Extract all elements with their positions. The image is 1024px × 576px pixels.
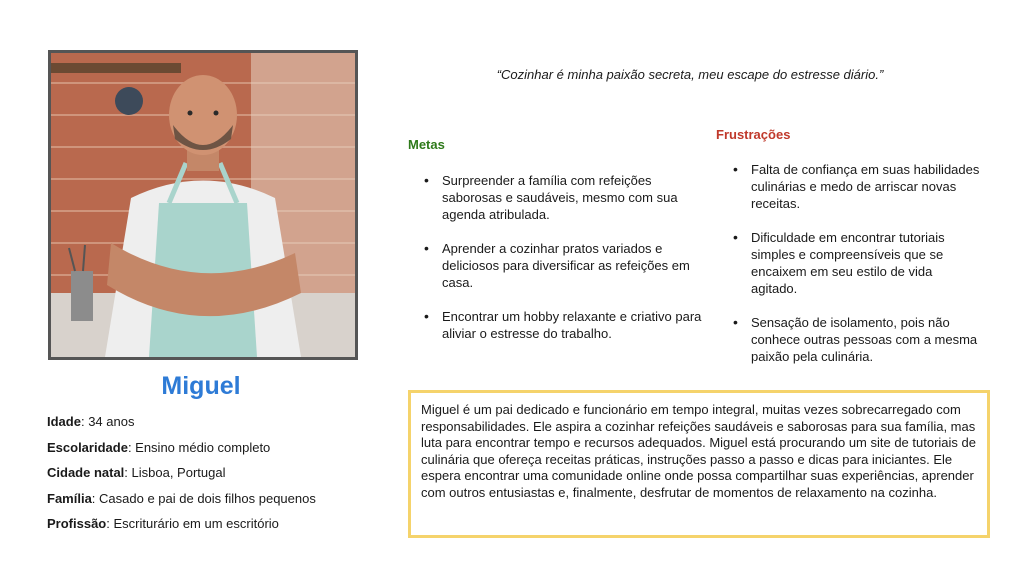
persona-facts [47, 414, 316, 542]
man-in-apron-illustration [51, 53, 355, 357]
fact-label: Escolaridade [47, 439, 128, 455]
fact-age [47, 414, 316, 430]
persona-quote: “Cozinhar é minha paixão secreta, meu escape do estresse diário.” [496, 67, 884, 82]
fact-value: : 34 anos [80, 414, 135, 429]
frustration-item: • Sensação de isolamento, pois não conhece outras pessoas com a mesma paixão pela culinária. [723, 314, 981, 365]
persona-photo [48, 50, 358, 360]
fact-value: : Lisboa, Portugal [124, 465, 226, 481]
frustration-item: • Falta de confiança em suas habilidades culinárias e medo de arriscar novas receitas. [723, 161, 981, 212]
persona-bio: Miguel é um pai dedicado e funcionário em tempo integral, muitas vezes sobrecarregado com responsabilidades. Ele aspira a cozinhar refeições saudáveis e saborosas para sua família, mas luta para encontrar tempo e recursos adequados. Miguel está procurando um site de tutoriais de culinária que ofereça receitas práticas, instruções passo a passo e dicas para iniciantes. Ele espera encontrar uma comunidade online onde possa compartilhar suas experiências, aprender com outros entusiastas e, finalmente, desfrutar de momentos de relaxamento na cozinha. [408, 390, 990, 538]
goals-list [414, 172, 704, 359]
persona-name: Miguel [161, 372, 241, 400]
frustration-item: • Dificuldade em encontrar tutoriais simples e compreensíveis que se encaixem em seu estilo de vida agitado. [723, 229, 981, 297]
fact-label: Profissão [47, 516, 107, 532]
fact-family [47, 491, 316, 507]
frustrations-list [723, 161, 981, 382]
fact-hometown [47, 465, 316, 481]
fact-profession [47, 516, 316, 532]
goal-item: • Encontrar um hobby relaxante e criativo para aliviar o estresse do trabalho. [414, 308, 704, 342]
fact-label: Cidade natal [47, 465, 125, 481]
fact-label: Família [47, 490, 92, 506]
fact-value: : Escriturário em um escritório [106, 516, 279, 532]
goal-item: • Aprender a cozinhar pratos variados e deliciosos para diversificar as refeições em casa. [414, 240, 704, 291]
frustrations-heading: Frustrações [716, 127, 791, 142]
goals-heading: Metas [408, 137, 445, 152]
fact-value: : Ensino médio completo [127, 439, 271, 455]
fact-label: Idade [47, 414, 81, 429]
fact-value: : Casado e pai de dois filhos pequenos [91, 490, 316, 506]
goal-item: • Surpreender a família com refeições saborosas e saudáveis, mesmo com sua agenda atribulada. [414, 172, 704, 223]
fact-education [47, 440, 316, 456]
